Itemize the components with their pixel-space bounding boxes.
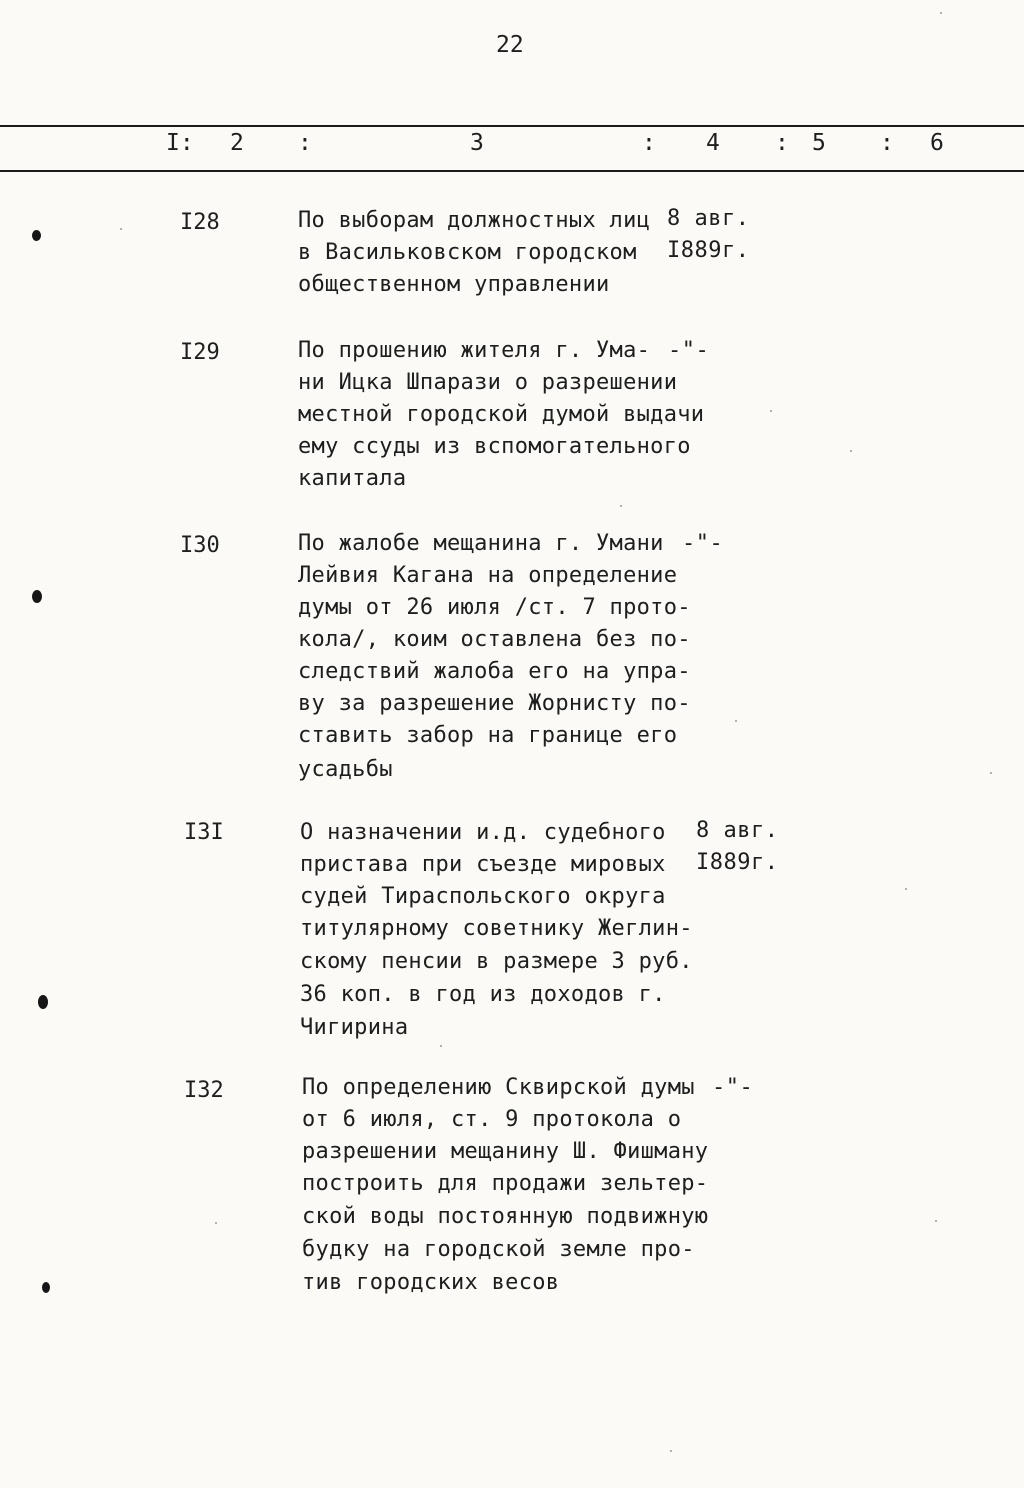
entry-text-line: титулярному советнику Жеглин- (300, 916, 693, 941)
entry-number: I29 (180, 340, 220, 365)
entry-number: I32 (184, 1078, 224, 1103)
ink-spot (32, 230, 41, 241)
col-separator: : (775, 130, 789, 156)
ditto-mark: -"- (668, 338, 710, 363)
col-header-2: 2 (230, 130, 244, 156)
speckle (940, 12, 942, 14)
entry-text-line: По выборам должностных лиц (298, 208, 651, 233)
col-header-3: 3 (470, 130, 484, 156)
entry-text-line: По жалобе мещанина г. Умани (298, 531, 664, 556)
table-top-rule (0, 125, 1024, 127)
entry-text-line: По прошению жителя г. Ума- (298, 338, 651, 363)
entry-text-line: местной городской думой выдачи (298, 402, 705, 427)
entry-text-line: 36 коп. в год из доходов г. (300, 982, 666, 1007)
entry-text-line: пристава при съезде мировых (300, 852, 666, 877)
speckle (990, 772, 992, 774)
col-header-6: 6 (930, 130, 944, 156)
entry-text-line: ни Ицка Шпарази о разрешении (298, 370, 678, 395)
speckle (440, 1045, 442, 1047)
entry-text-line: в Васильковском городском (298, 240, 637, 265)
entry-text-line: скому пенсии в размере 3 руб. (300, 949, 693, 974)
speckle (620, 505, 622, 507)
entry-text-line: Лейвия Кагана на определение (298, 563, 678, 588)
ink-spot (42, 1282, 50, 1293)
entry-text-line: будку на городской земле про- (302, 1237, 695, 1262)
col-separator: : (642, 130, 656, 156)
entry-text-line: усадьбы (298, 757, 393, 782)
entry-text-line: от 6 июля, ст. 9 протокола о (302, 1107, 682, 1132)
col-header-1: I: (166, 130, 194, 156)
page-number: 22 (496, 32, 524, 58)
entry-number: I28 (180, 210, 220, 235)
col-header-4: 4 (706, 130, 720, 156)
entry-date: 8 авг. (667, 206, 750, 231)
entry-text-line: О назначении и.д. судебного (300, 820, 666, 845)
col-separator: : (880, 130, 894, 156)
entry-text-line: общественном управлении (298, 272, 610, 297)
entry-number: I30 (180, 533, 220, 558)
ditto-mark: -"- (712, 1075, 754, 1100)
entry-text-line: ему ссуды из вспомогательного (298, 434, 691, 459)
entry-text-line: Чигирина (300, 1015, 409, 1040)
col-header-5: 5 (812, 130, 826, 156)
col-separator: : (298, 130, 312, 156)
entry-text-line: судей Тираспольского округа (300, 884, 666, 909)
speckle (670, 1450, 672, 1452)
speckle (735, 720, 737, 722)
entry-text-line: построить для продажи зельтер- (302, 1171, 709, 1196)
table-header-rule (0, 170, 1024, 172)
speckle (935, 1220, 937, 1222)
speckle (850, 450, 852, 452)
entry-text-line: ской воды постоянную подвижную (302, 1204, 709, 1229)
entry-date: I889г. (696, 850, 779, 875)
entry-text-line: кола/, коим оставлена без по- (298, 627, 691, 652)
entry-text-line: ву за разрешение Жорнисту по- (298, 691, 691, 716)
ink-spot (38, 995, 48, 1009)
entry-text-line: По определению Сквирской думы (302, 1075, 695, 1100)
entry-text-line: думы от 26 июля /ст. 7 прото- (298, 595, 691, 620)
ditto-mark: -"- (682, 531, 724, 556)
speckle (120, 228, 122, 230)
speckle (770, 410, 772, 412)
entry-text-line: тив городских весов (302, 1270, 560, 1295)
entry-date: 8 авг. (696, 818, 779, 843)
entry-date: I889г. (667, 238, 750, 263)
speckle (905, 888, 907, 890)
entry-text-line: следствий жалоба его на упра- (298, 659, 691, 684)
entry-text-line: разрешении мещанину Ш. Фишману (302, 1139, 709, 1164)
speckle (215, 1222, 217, 1224)
ink-spot (32, 590, 42, 603)
entry-number: I3I (184, 820, 224, 845)
entry-text-line: ставить забор на границе его (298, 723, 678, 748)
entry-text-line: капитала (298, 466, 407, 491)
